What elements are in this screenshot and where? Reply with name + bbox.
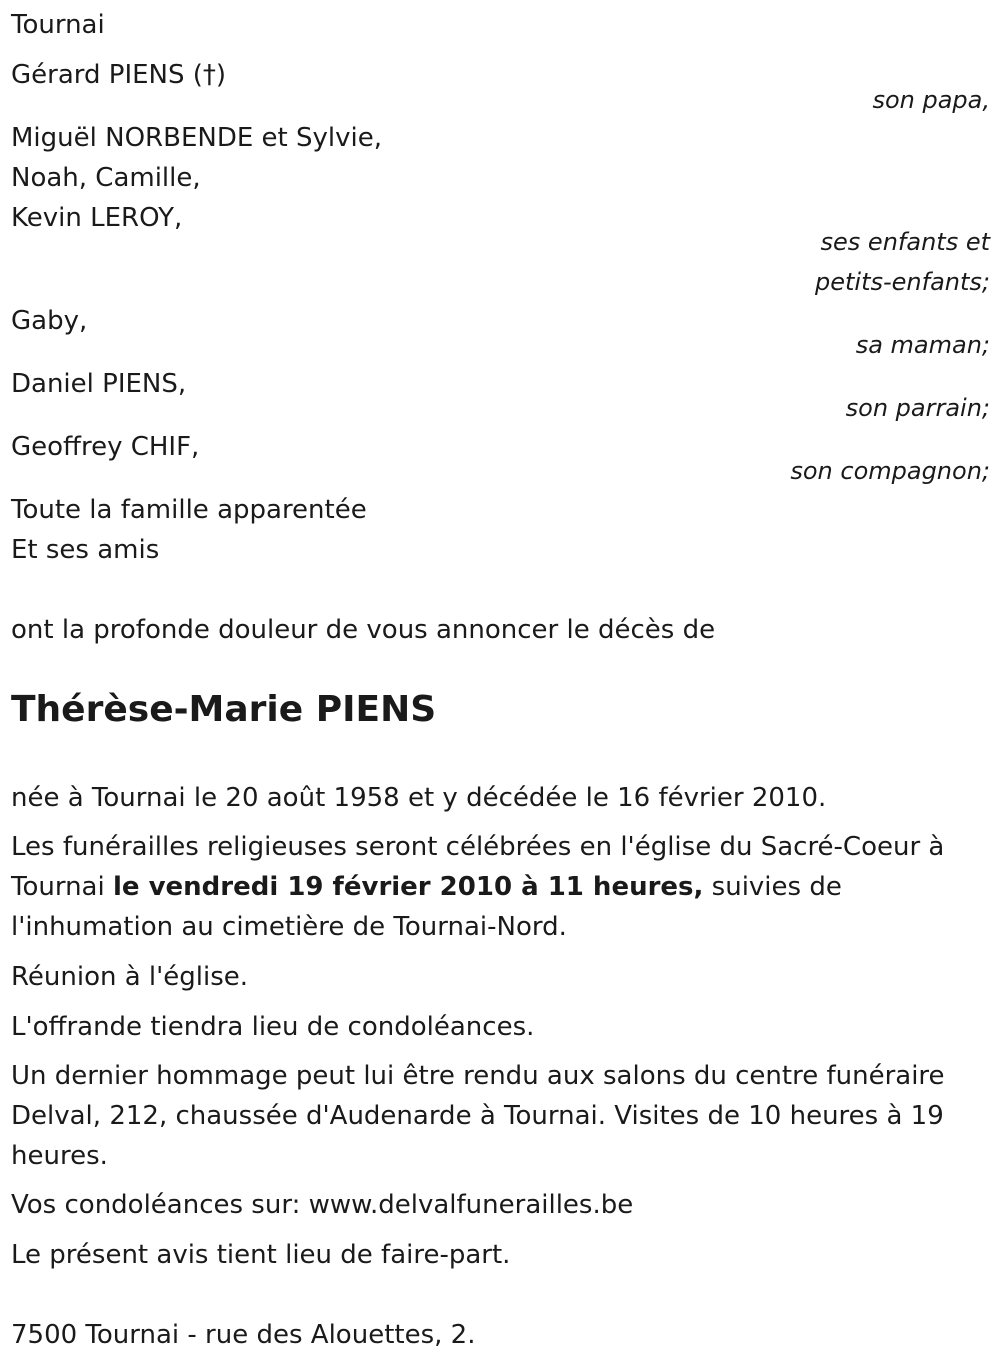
condolences-text: Vos condoléances sur: www.delvalfunerailles.be <box>11 1190 634 1220</box>
father-role: son papa, <box>872 86 990 114</box>
city-header: Tournai <box>11 10 105 40</box>
notice-text: Le présent avis tient lieu de faire-part. <box>11 1240 511 1270</box>
funeral-text-after: suivies de l'inhumation au cimetière de Tournai-Nord. <box>11 872 842 942</box>
mother-role: sa maman; <box>855 331 990 359</box>
child-line-2: Noah, Camille, <box>11 163 201 193</box>
birth-death-text: née à Tournai le 20 août 1958 et y décédée le 16 février 2010. <box>11 783 827 813</box>
companion-role: son compagnon; <box>790 457 990 485</box>
father-name-text: Gérard PIENS ( <box>11 60 203 90</box>
father-name <box>11 62 226 88</box>
mother-name: Gaby, <box>11 306 88 336</box>
offering-text: L'offrande tiendra lieu de condoléances. <box>11 1012 535 1042</box>
meeting-text: Réunion à l'église. <box>11 962 249 992</box>
child-line-3: Kevin LEROY, <box>11 203 183 233</box>
others-line-1: Toute la famille apparentée <box>11 495 367 525</box>
others-line-2: Et ses amis <box>11 535 160 565</box>
address-text: 7500 Tournai - rue des Alouettes, 2. <box>11 1320 476 1350</box>
deceased-name: Thérèse-Marie PIENS <box>11 689 437 730</box>
companion-name: Geoffrey CHIF, <box>11 432 200 462</box>
child-line-1: Miguël NORBENDE et Sylvie, <box>11 123 382 153</box>
funeral-date: le vendredi 19 février 2010 à 11 heures, <box>112 872 704 902</box>
godfather-role: son parrain; <box>845 394 990 422</box>
funeral-text-before: Les funérailles religieuses seront célébrées en l'église du Sacré-Coeur à Tournai <box>11 832 945 902</box>
announcement-text: ont la profonde douleur de vous annoncer le décès de <box>11 615 716 645</box>
tribute-paragraph: Un dernier hommage peut lui être rendu aux salons du centre funéraire Delval, 212, chaussée d'Audenarde à Tournai. Visites de 10 heures à 19 heures. <box>11 1061 945 1171</box>
children-role-line-2: petits-enfants; <box>815 268 990 296</box>
funeral-paragraph <box>11 827 986 947</box>
cross-icon: † <box>202 60 216 90</box>
children-role-line-1: ses enfants et <box>820 228 990 256</box>
father-name-close: ) <box>215 60 227 90</box>
godfather-name: Daniel PIENS, <box>11 369 187 399</box>
